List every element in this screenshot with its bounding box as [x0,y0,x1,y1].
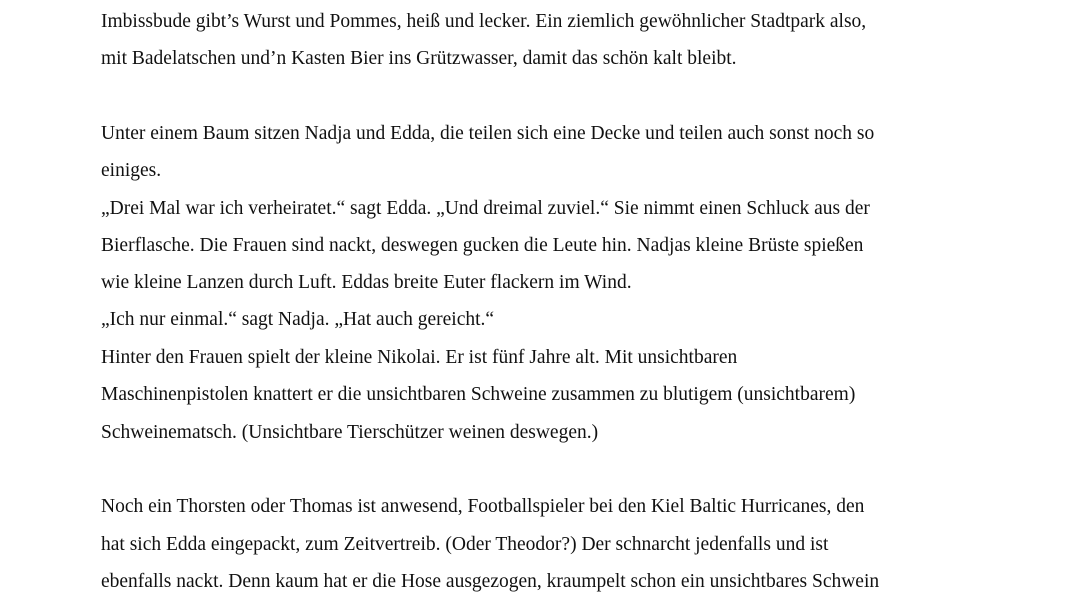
text-line: Maschinenpistolen knattert er die unsichtbaren Schweine zusammen zu blutigem (unsichtbarem) [101,384,856,405]
text-line: Imbissbude gibt’s Wurst und Pommes, heiß und lecker. Ein ziemlich gewöhnlicher Stadtpark also, [101,11,867,32]
text-line: mit Badelatschen und’n Kasten Bier ins Grützwasser, damit das schön kalt bleibt. [101,48,737,69]
text-line: hat sich Edda eingepackt, zum Zeitvertreib. (Oder Theodor?) Der schnarcht jedenfalls und ist [101,534,829,555]
text-line: Unter einem Baum sitzen Nadja und Edda, die teilen sich eine Decke und teilen auch sonst noch so [101,123,875,144]
text-line: Noch ein Thorsten oder Thomas ist anwesend, Footballspieler bei den Kiel Baltic Hurricanes, den [101,496,865,517]
text-line: ebenfalls nackt. Denn kaum hat er die Hose ausgezogen, kraumpelt schon ein unsichtbares Schwein [101,571,880,592]
text-line: Schweinematsch. (Unsichtbare Tierschützer weinen deswegen.) [101,422,599,443]
text-line: „Ich nur einmal.“ sagt Nadja. „Hat auch gereicht.“ [101,309,495,330]
text-line: „Drei Mal war ich verheiratet.“ sagt Edda. „Und dreimal zuviel.“ Sie nimmt einen Schluck aus der [101,198,870,219]
text-line: wie kleine Lanzen durch Luft. Eddas breite Euter flackern im Wind. [101,272,632,293]
text-line: Bierflasche. Die Frauen sind nackt, deswegen gucken die Leute hin. Nadjas kleine Brüste spießen [101,235,864,256]
text-line: einiges. [101,160,162,181]
text-line: Hinter den Frauen spielt der kleine Nikolai. Er ist fünf Jahre alt. Mit unsichtbaren [101,347,738,368]
